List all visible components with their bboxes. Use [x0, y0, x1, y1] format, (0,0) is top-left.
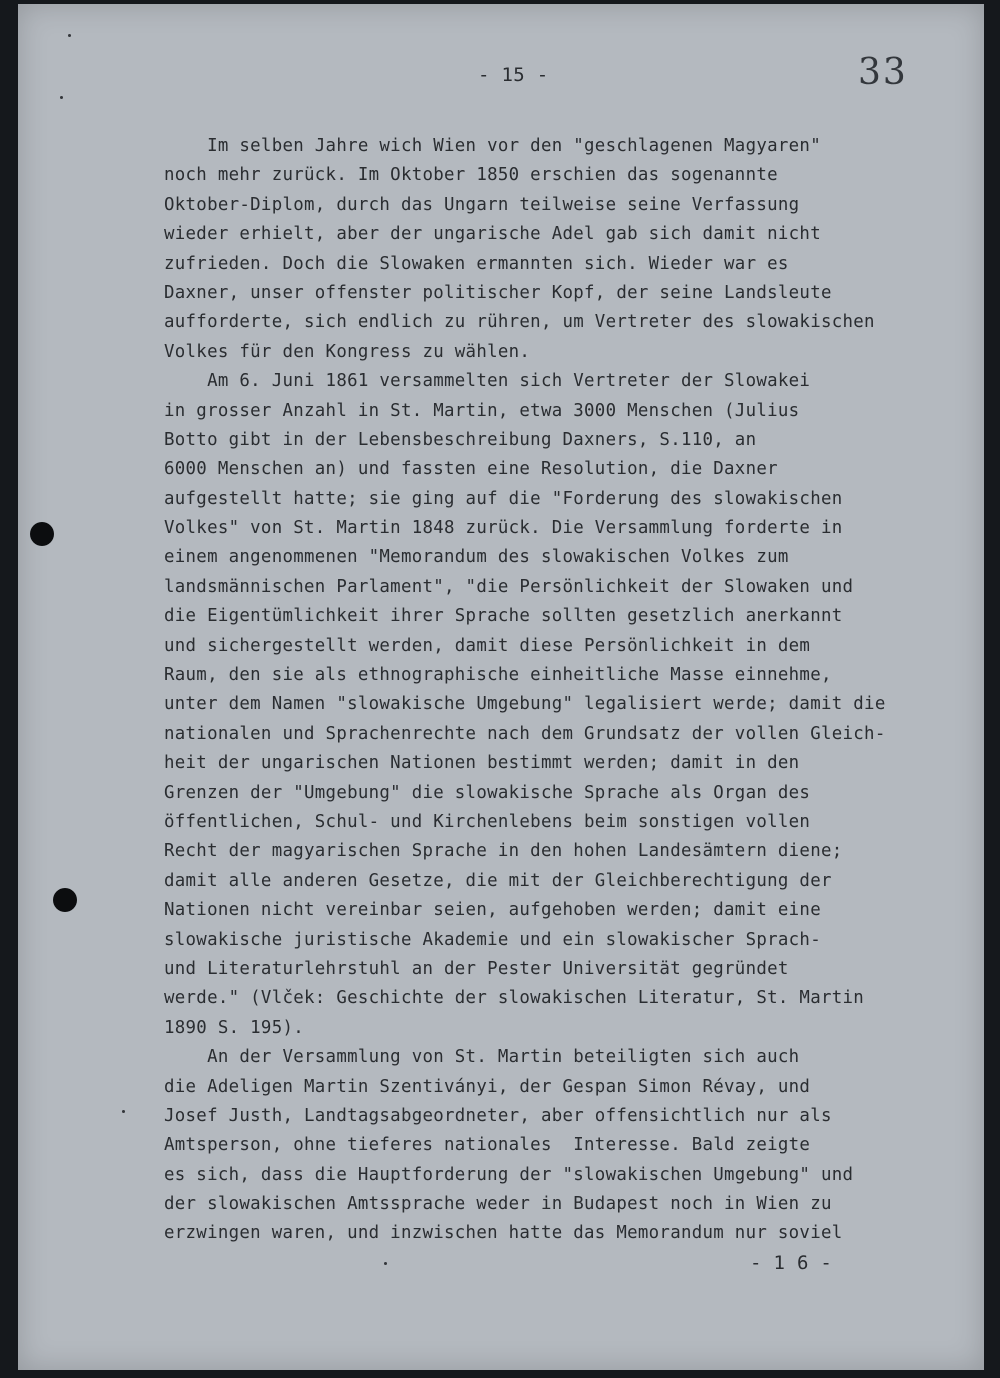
text-line: es sich, dass die Hauptforderung der "slowakischen Umgebung" und — [164, 1164, 854, 1185]
text-line: erzwingen waren, und inzwischen hatte das Memorandum nur soviel — [164, 1223, 843, 1244]
text-line: nationalen und Sprachenrechte nach dem Grundsatz der vollen Gleich- — [164, 723, 886, 744]
text-line: Oktober-Diplom, durch das Ungarn teilweise seine Verfassung — [164, 194, 800, 215]
text-line: der slowakischen Amtssprache weder in Budapest noch in Wien zu — [164, 1194, 832, 1215]
text-line: Josef Justh, Landtagsabgeordneter, aber offensichtlich nur als — [164, 1105, 832, 1126]
text-line: Volkes" von St. Martin 1848 zurück. Die Versammlung forderte in — [164, 518, 843, 539]
folio-number: 33 — [858, 52, 908, 93]
paper-speck — [60, 96, 63, 99]
text-line: aufforderte, sich endlich zu rühren, um Vertreter des slowakischen — [164, 312, 875, 333]
text-line: Grenzen der "Umgebung" die slowakische Sprache als Organ des — [164, 782, 811, 803]
paper-speck — [122, 1110, 125, 1113]
text-line: und Literaturlehrstuhl an der Pester Universität gegründet — [164, 958, 789, 979]
text-line: zufrieden. Doch die Slowaken ermannten sich. Wieder war es — [164, 253, 789, 274]
text-line: einem angenommenen "Memorandum des slowakischen Volkes zum — [164, 547, 789, 568]
text-line: Nationen nicht vereinbar seien, aufgehoben werden; damit eine — [164, 900, 821, 921]
text-line: Volkes für den Kongress zu wählen. — [164, 341, 531, 362]
text-line: und sichergestellt werden, damit diese Persönlichkeit in dem — [164, 635, 811, 656]
page-number: - 15 - — [478, 64, 549, 86]
text-line: noch mehr zurück. Im Oktober 1850 erschien das sogenannte — [164, 165, 778, 186]
text-line: damit alle anderen Gesetze, die mit der Gleichberechtigung der — [164, 870, 832, 891]
text-line: die Eigentümlichkeit ihrer Sprache sollten gesetzlich anerkannt — [164, 606, 843, 627]
text-line: Recht der magyarischen Sprache in den hohen Landesämtern diene; — [164, 841, 843, 862]
paper-speck — [384, 1262, 387, 1265]
text-line: öffentlichen, Schul- und Kirchenlebens beim sonstigen vollen — [164, 811, 811, 832]
text-line: in grosser Anzahl in St. Martin, etwa 3000 Menschen (Julius — [164, 400, 800, 421]
punch-hole-upper — [30, 522, 54, 546]
text-line: Raum, den sie als ethnographische einheitliche Masse einnehme, — [164, 665, 832, 686]
text-line: An der Versammlung von St. Martin beteiligten sich auch — [164, 1047, 800, 1068]
text-line: unter dem Namen "slowakische Umgebung" legalisiert werde; damit die — [164, 694, 886, 715]
text-line: werde." (Vlček: Geschichte der slowakischen Literatur, St. Martin — [164, 988, 865, 1009]
paper-speck — [68, 34, 71, 37]
text-line: Amtsperson, ohne tieferes nationales Interesse. Bald zeigte — [164, 1135, 811, 1156]
text-line: 1890 S. 195). — [164, 1017, 305, 1038]
text-line: die Adeligen Martin Szentiványi, der Gespan Simon Révay, und — [164, 1076, 811, 1097]
typewritten-page — [18, 4, 984, 1370]
text-line: aufgestellt hatte; sie ging auf die "Forderung des slowakischen — [164, 488, 843, 509]
punch-hole-lower — [53, 888, 77, 912]
text-line: slowakische juristische Akademie und ein slowakischer Sprach- — [164, 929, 821, 950]
body-text — [164, 132, 964, 1249]
catchword: - 1 6 - — [750, 1252, 833, 1274]
text-line: landsmännischen Parlament", "die Persönlichkeit der Slowaken und — [164, 576, 854, 597]
text-line: heit der ungarischen Nationen bestimmt werden; damit in den — [164, 753, 800, 774]
text-line: Am 6. Juni 1861 versammelten sich Vertreter der Slowakei — [164, 371, 811, 392]
text-line: wieder erhielt, aber der ungarische Adel gab sich damit nicht — [164, 224, 821, 245]
text-line: 6000 Menschen an) und fassten eine Resolution, die Daxner — [164, 459, 778, 480]
text-line: Botto gibt in der Lebensbeschreibung Daxners, S.110, an — [164, 429, 757, 450]
text-line: Daxner, unser offenster politischer Kopf, der seine Landsleute — [164, 282, 832, 303]
text-line: Im selben Jahre wich Wien vor den "geschlagenen Magyaren" — [164, 136, 821, 156]
